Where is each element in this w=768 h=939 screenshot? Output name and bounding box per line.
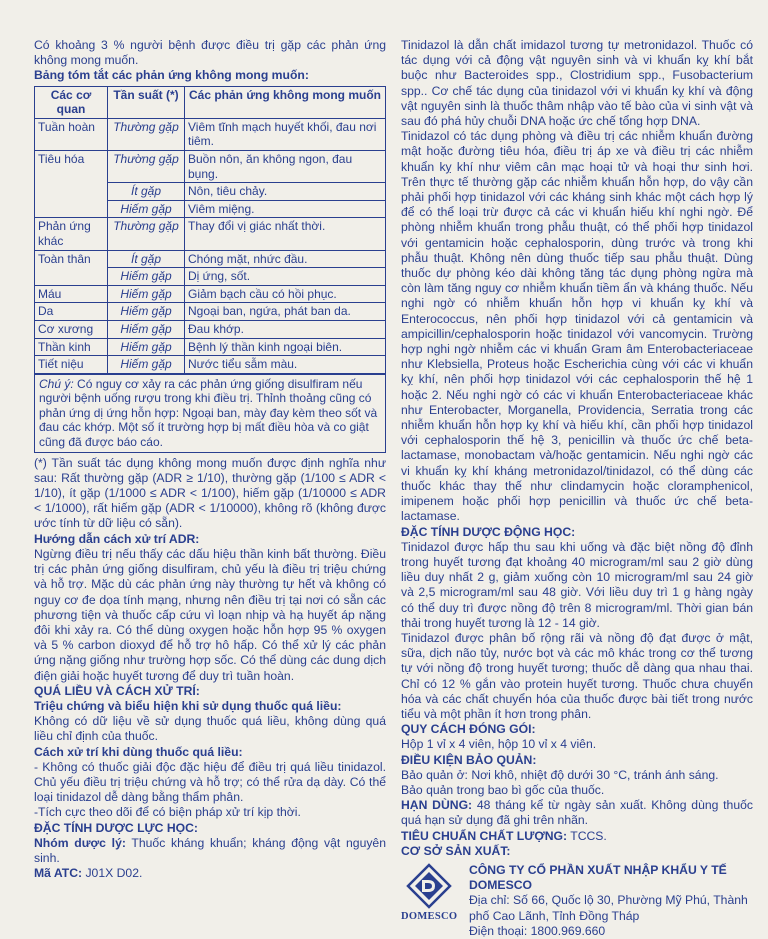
reaction-cell: Ngoại ban, ngứa, phát ban da. [185, 303, 386, 321]
expiry [401, 798, 753, 828]
overdose-treatment-line-2: -Tích cực theo dõi để có biện pháp xử trí kịp thời. [34, 805, 301, 820]
quality-standard [401, 829, 753, 844]
reaction-cell: Giảm bạch cầu có hồi phục. [185, 285, 386, 303]
organ-cell [35, 183, 108, 201]
storage-line-1: Bảo quản ở: Nơi khô, nhiệt độ dưới 30 °C, tránh ánh sáng. [401, 767, 719, 782]
frequency-definition: (*) Tần suất tác dụng không mong muốn được định nghĩa như sau: Rất thường gặp (ADR ≥ 1/10), thường gặp (1/100 ≤ ADR < 1/10), ít gặp (1/1000 ≤ ADR < 1/100), hiếm gặp (1/10000 ≤ ADR < 1/1000), rất hiếm gặp (ADR < 1/10000), không rõ (không được ước tính từ dữ liệu có sẵn). [34, 455, 386, 531]
packaging-text: Hộp 1 vỉ x 4 viên, hộp 10 vỉ x 4 viên. [401, 737, 597, 752]
atc-value: J01X D02. [82, 866, 143, 881]
standard-text: TCCS. [567, 828, 607, 843]
frequency-cell: Hiếm gặp [108, 200, 185, 218]
adr-management-text: Ngừng điều trị nếu thấy các dấu hiệu thần kinh bất thường. Điều trị các phản ứng giống disulfiram, chủ yếu là điều trị triệu chứng và hỗ trợ. Mặc dù các phản ứng này thường tự hết và không có nguy cơ đe dọa tính mạng, nhưng nên điều trị tại nơi có sẵn các phương tiện và thuốc cấp cứu vì loạn nhịp và hạ huyết áp nặng đôi khi xảy ra. Có thể dùng oxygen hoặc hỗn hợp 95 % oxygen và 5 % carbon dioxyd để hỗ trợ hô hấp. Có thể xử lý các phản ứng nặng giống như trường hợp sốc. Có thể dùng các dung dịch điện giải hoặc huyết tương để duy trì tuần hoàn. [34, 546, 386, 683]
standard-label: TIÊU CHUẨN CHẤT LƯỢNG: [401, 828, 568, 843]
header-organ: Các cơ quan [35, 86, 108, 118]
expiry-label: HẠN DÙNG: [401, 798, 473, 813]
frequency-cell: Hiếm gặp [108, 303, 185, 321]
frequency-cell: Hiếm gặp [108, 356, 185, 374]
frequency-cell: Hiếm gặp [108, 320, 185, 338]
overdose-symptoms-heading: Triệu chứng và biểu hiện khi sử dụng thuốc quá liều: [34, 698, 342, 713]
overdose-symptoms-text: Không có dữ liệu về sử dụng thuốc quá liều, không dùng quá liều chỉ định của thuốc. [34, 714, 386, 744]
company-phone: Điện thoại: 1800.969.660 [469, 923, 606, 938]
storage-heading: ĐIỀU KIỆN BẢO QUẢN: [401, 752, 537, 767]
pharmacodynamics-heading: ĐẶC TÍNH DƯỢC LỰC HỌC: [34, 820, 198, 835]
note-box [34, 374, 386, 453]
organ-cell: Máu [35, 285, 108, 303]
organ-cell: Tuần hoàn [35, 118, 108, 150]
frequency-cell: Thường gặp [108, 118, 185, 150]
mechanism-paragraph: Tinidazol là dẫn chất imidazol tương tự metronidazol. Thuốc có tác dụng với cả động vật nguyên sinh và vi khuẩn kỵ khí bắt buộc như Bacteroides spp., Clostridium spp., Fusobacterium spp.. Cơ chế tác dụng của tinidazol với vi khuẩn kỵ khí và động vật nguyên sinh là thuốc thâm nhập vào tế bào của vi sinh vật và sau đó phá hủy chuỗi DNA hoặc ức chế tổng hợp DNA. [401, 38, 753, 129]
table-row [35, 200, 386, 218]
pharm-group-label: Nhóm dược lý: [34, 835, 126, 850]
frequency-cell: Ít gặp [108, 250, 185, 268]
frequency-cell: Thường gặp [108, 218, 185, 250]
frequency-cell: Ít gặp [108, 183, 185, 201]
reaction-cell: Bệnh lý thần kinh ngoại biên. [185, 338, 386, 356]
organ-cell: Thần kinh [35, 338, 108, 356]
adr-table-title: Bảng tóm tắt các phản ứng không mong muốn: [34, 68, 309, 83]
table-row [35, 150, 386, 182]
overdose-treatment-heading: Cách xử trí khi dùng thuốc quá liều: [34, 744, 243, 759]
manufacturer-heading: CƠ SỞ SẢN XUẤT: [401, 843, 511, 858]
reaction-cell: Dị ứng, sốt. [185, 268, 386, 286]
table-row [35, 338, 386, 356]
manufacturer-block [401, 863, 753, 939]
table-row [35, 285, 386, 303]
pharmacokinetics-heading: ĐẶC TÍNH DƯỢC ĐỘNG HỌC: [401, 524, 576, 539]
table-row [35, 250, 386, 268]
organ-cell [35, 200, 108, 218]
pharmacological-group [34, 836, 386, 866]
note-text: Có nguy cơ xảy ra các phản ứng giống disulfiram nếu người bệnh uống rượu trong khi điều trị. Thỉnh thoảng cũng có phản ứng dị ứng hỗn hợp: Ngoại ban, mày đay kèm theo sốt và đau các khớp. Một số ít trường hợp bị mất điều hòa và co giật cũng đã được báo cáo. [39, 376, 378, 450]
atc-label: Mã ATC: [34, 866, 83, 881]
reaction-cell: Thay đổi vị giác nhất thời. [185, 218, 386, 250]
table-row [35, 183, 386, 201]
table-row [35, 118, 386, 150]
domesco-emblem-icon [406, 863, 452, 909]
indications-paragraph: Tinidazol có tác dụng phòng và điều trị các nhiễm khuẩn đường mật hoặc đường tiêu hóa, điều trị áp xe và điều trị các nhiễm khuẩn kỵ khí như viêm cân mạc hoại tử và hoại thư sinh hơi. Trên thực tế thường gặp các nhiễm khuẩn hỗn hợp, do vậy cần phải phối hợp tinidazol với các kháng sinh khác một cách hợp lý để có thể loại trừ được cả các vi khuẩn hiếu khí nghi ngờ. Để phòng nhiễm khuẩn trong phẫu thuật, có thể phối hợp tinidazol với gentamicin hoặc cephalosporin, dùng trước và trong khi phẫu thuật. Không nên dùng thuốc tiếp sau phẫu thuật. Dùng thuốc dự phòng kéo dài không tăng tác dụng phòng ngừa mà còn làm tăng nguy cơ nhiễm khuẩn tiềm ẩn và kháng thuốc. Nếu nghi ngờ có nhiễm khuẩn hỗn hợp vi khuẩn kỵ khí và Enterococcus, nên phối hợp tinidazol với cả gentamicin và ampicillin/cephalosporin hoặc tinidazol với vancomycin. Trường hợp nghi ngờ nhiễm các vi khuẩn Gram âm Enterobacteriaceae như Klebsiella, Proteus hoặc Escherichia cùng với các vi khuẩn kỵ khí, nên phối hợp tinidazol với các cephalosporin thế hệ 1 hoặc 2. Nếu nghi ngờ có các vi khuẩn Enterobacteriaceae khác như Enterobacter, Morganella, Providencia, Serratia trong các nhiễm khuẩn hỗn hợp kỵ khí và hiếu khí, cần phối hợp tinidazol với cephalosporin thế hệ 3, penicillin và thuốc ức chế beta-lactamase, monobactam và/hoặc gentamicin. Nếu nghi ngờ các vi khuẩn kỵ khí kháng metronidazol/tinidazol, có thể dùng các thuốc khác thay thế như clindamycin hoặc cloramphenicol, imipenem hoặc phối hợp penicillin và thuốc ức chế beta-lactamase. [401, 129, 753, 524]
organ-cell: Da [35, 303, 108, 321]
right-column [401, 38, 753, 939]
reaction-cell: Chóng mặt, nhức đầu. [185, 250, 386, 268]
logo-wordmark: DOMESCO [401, 910, 458, 922]
reaction-cell: Nôn, tiêu chảy. [185, 183, 386, 201]
adr-table-body [35, 118, 386, 373]
left-column [34, 38, 386, 881]
organ-cell: Phản ứng khác [35, 218, 108, 250]
organ-cell: Tiết niệu [35, 356, 108, 374]
note-label: Chú ý: [39, 376, 74, 391]
storage-line-2: Bảo quản trong bao bì gốc của thuốc. [401, 782, 605, 797]
absorption-paragraph: Tinidazol được hấp thu sau khi uống và đặc biệt nồng độ đỉnh trong huyết tương đạt khoảng 40 microgram/ml sau 2 giờ dùng liều duy nhất 2 g, giảm xuống còn 10 microgram/ml sau 24 giờ và 2,5 microgram/ml sau 48 giờ. Với liều duy trì 1 g hàng ngày có thể duy trì được nồng độ trên 8 microgram/ml. Thời gian bán thải trong huyết tương là 12 - 14 giờ. [401, 539, 753, 630]
reaction-cell: Viêm tĩnh mạch huyết khối, đau nơi tiêm. [185, 118, 386, 150]
organ-cell: Toàn thân [35, 250, 108, 268]
adr-table [34, 86, 386, 374]
company-name: CÔNG TY CỔ PHẦN XUẤT NHẬP KHẨU Y TẾ DOMESCO [469, 862, 727, 893]
overdose-heading: QUÁ LIỀU VÀ CÁCH XỬ TRÍ: [34, 683, 200, 698]
table-row [35, 218, 386, 250]
organ-cell: Tiêu hóa [35, 150, 108, 182]
reaction-cell: Đau khớp. [185, 320, 386, 338]
atc-code [34, 866, 386, 881]
header-reaction: Các phản ứng không mong muốn [185, 86, 386, 118]
company-address: Địa chỉ: Số 66, Quốc lộ 30, Phường Mỹ Phú, Thành phố Cao Lãnh, Tỉnh Đồng Tháp [469, 893, 748, 923]
overdose-treatment-line-1: - Không có thuốc giải độc đặc hiệu để điều trị quá liều tinidazol. Chủ yếu điều trị triệu chứng và hỗ trợ; có thể rửa dạ dày. Có thể loại tinidazol dễ dàng bằng thẩm phân. [34, 759, 386, 805]
domesco-logo [401, 863, 457, 939]
frequency-cell: Hiếm gặp [108, 285, 185, 303]
adr-management-heading: Hướng dẫn cách xử trí ADR: [34, 531, 200, 546]
adr-intro: Có khoảng 3 % người bệnh được điều trị gặp các phản ứng không mong muốn. [34, 38, 386, 68]
table-row [35, 303, 386, 321]
organ-cell: Cơ xương [35, 320, 108, 338]
organ-cell [35, 268, 108, 286]
frequency-cell: Hiếm gặp [108, 338, 185, 356]
distribution-paragraph: Tinidazol được phân bố rộng rãi và nồng độ đạt được ở mật, sữa, dịch não tủy, nước bọt và các mô khác trong cơ thể tương tự với nồng độ trong huyết tương; thuốc dễ dàng qua nhau thai. Chỉ có 12 % gắn vào protein huyết tương. Thuốc chưa chuyển hóa và các chất chuyển hóa của thuốc được bài tiết trong nước tiểu và một phần ít hơn trong phân. [401, 630, 753, 721]
header-frequency: Tần suất (*) [108, 86, 185, 118]
table-row [35, 356, 386, 374]
reaction-cell: Buồn nôn, ăn không ngon, đau bụng. [185, 150, 386, 182]
packaging-heading: QUY CÁCH ĐÓNG GÓI: [401, 722, 536, 737]
frequency-cell: Hiếm gặp [108, 268, 185, 286]
company-info [469, 863, 753, 939]
reaction-cell: Nước tiểu sẫm màu. [185, 356, 386, 374]
frequency-cell: Thường gặp [108, 150, 185, 182]
table-row [35, 320, 386, 338]
table-row [35, 268, 386, 286]
reaction-cell: Viêm miệng. [185, 200, 386, 218]
expiry-text: 48 tháng kể từ ngày sản xuất. Không dùng thuốc quá hạn sử dụng đã ghi trên nhãn. [401, 798, 753, 828]
pharm-group-value: Thuốc kháng khuẩn; kháng động vật nguyên sinh. [34, 835, 386, 865]
